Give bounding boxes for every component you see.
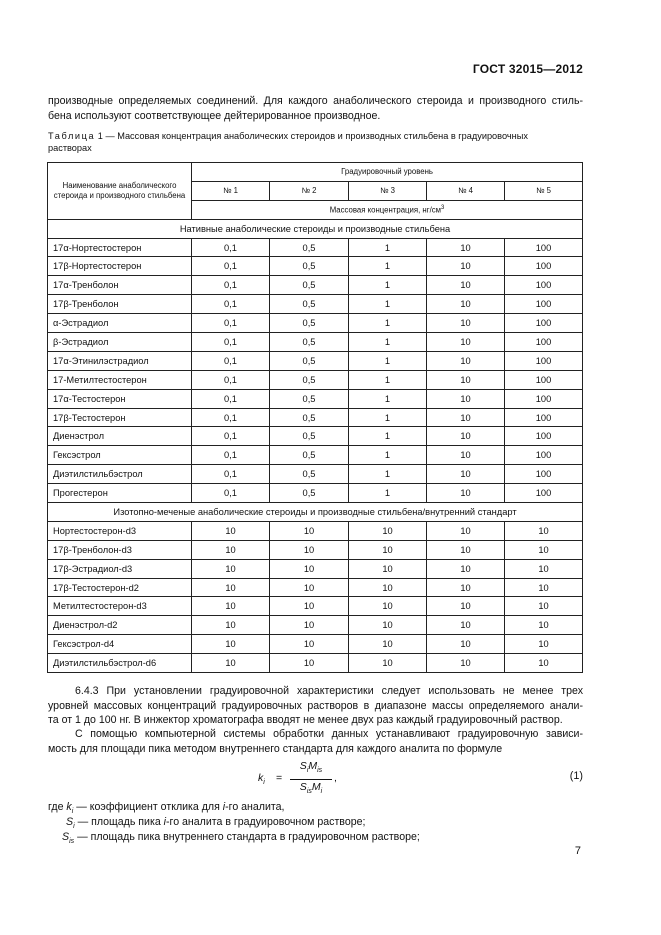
- concentration-value: 1: [349, 257, 427, 276]
- concentration-value: 1: [349, 314, 427, 333]
- section-row: [48, 503, 583, 522]
- concentration-value: 100: [505, 314, 583, 333]
- concentration-value: 10: [505, 616, 583, 635]
- compound-name: Диэтилстильбэстрол: [48, 465, 192, 484]
- concentration-value: 10: [427, 578, 505, 597]
- where-lead: где: [48, 801, 64, 813]
- level-label: № 1: [192, 181, 270, 200]
- level-label: № 3: [349, 181, 427, 200]
- concentration-value: 10: [270, 578, 349, 597]
- document-code: ГОСТ 32015—2012: [472, 62, 583, 76]
- concentration-value: 10: [270, 540, 349, 559]
- concentration-value: 0,5: [270, 276, 349, 295]
- section-title: Изотопно-меченые анаболические стероиды и производные стильбена/внутренний стандарт: [48, 503, 583, 522]
- compound-name: 17β-Тренболон-d3: [48, 540, 192, 559]
- concentration-value: 0,5: [270, 238, 349, 257]
- concentration-value: 0,1: [192, 389, 270, 408]
- compound-name: 17β-Нортестостерон: [48, 257, 192, 276]
- table-row: [48, 389, 583, 408]
- unit-text: Массовая концентрация, нг/см: [329, 205, 441, 215]
- concentration-value: 10: [427, 257, 505, 276]
- intro-line-2: бена используют соответствующее дейтерированное производное.: [48, 109, 381, 122]
- compound-name: 17α-Нортестостерон: [48, 238, 192, 257]
- where-k: k: [66, 801, 72, 813]
- where-k-sub: i: [71, 808, 74, 816]
- concentration-value: 100: [505, 333, 583, 352]
- concentration-value: 1: [349, 446, 427, 465]
- unit-superscript: 3: [441, 204, 445, 211]
- table-row: [48, 370, 583, 389]
- concentration-value: 0,1: [192, 484, 270, 503]
- concentration-value: 10: [270, 521, 349, 540]
- where-2b: -го аналита в градуировочном растворе;: [166, 816, 366, 828]
- den-a: S: [299, 781, 307, 793]
- table-row: [48, 540, 583, 559]
- concentration-value: 10: [505, 521, 583, 540]
- name-column-header: Наименование анаболического стероида и производного стильбена: [48, 163, 192, 220]
- concentration-value: 10: [427, 238, 505, 257]
- caption-word: Таблица: [48, 131, 96, 141]
- concentration-value: 10: [349, 559, 427, 578]
- concentration-value: 10: [427, 484, 505, 503]
- concentration-value: 1: [349, 408, 427, 427]
- concentration-value: 10: [349, 635, 427, 654]
- intro-line-1: производные определяемых соединений. Для каждого анаболического стероида и производного стиль-: [48, 95, 583, 107]
- table-caption: [48, 131, 588, 155]
- table-row: [48, 654, 583, 673]
- concentration-value: 10: [270, 635, 349, 654]
- table-body: [48, 163, 583, 673]
- table-row: [48, 446, 583, 465]
- paragraph-6-4-3: [48, 684, 583, 728]
- compound-name: Диенэстрол-d2: [48, 616, 192, 635]
- table-row: [48, 578, 583, 597]
- compound-name: α-Эстрадиол: [48, 314, 192, 333]
- concentration-value: 10: [192, 540, 270, 559]
- concentration-value: 10: [427, 276, 505, 295]
- concentration-value: 100: [505, 389, 583, 408]
- num-a: S: [299, 760, 307, 772]
- concentration-value: 100: [505, 427, 583, 446]
- concentration-value: 1: [349, 389, 427, 408]
- where-line-3: [62, 830, 420, 850]
- formula: [250, 760, 450, 800]
- table-row: [48, 521, 583, 540]
- calibration-table: [47, 162, 583, 673]
- concentration-value: 0,1: [192, 427, 270, 446]
- concentration-value: 0,1: [192, 238, 270, 257]
- table-row: [48, 257, 583, 276]
- formula-denominator: [290, 781, 332, 795]
- where-1b: -го аналита,: [225, 801, 285, 813]
- concentration-value: 10: [270, 616, 349, 635]
- concentration-value: 1: [349, 276, 427, 295]
- page-number: 7: [574, 845, 581, 857]
- concentration-value: 1: [349, 465, 427, 484]
- method-line-1: С помощью компьютерной системы обработки данных устанавливают градуировочную зависи-: [75, 728, 583, 740]
- concentration-value: 10: [270, 559, 349, 578]
- concentration-value: 10: [349, 616, 427, 635]
- concentration-value: 1: [349, 333, 427, 352]
- level-label: № 2: [270, 181, 349, 200]
- concentration-value: 0,1: [192, 314, 270, 333]
- equation-number: (1): [569, 770, 583, 782]
- concentration-value: 0,5: [270, 333, 349, 352]
- concentration-value: 10: [427, 408, 505, 427]
- concentration-value: 1: [349, 427, 427, 446]
- compound-name: Диенэстрол: [48, 427, 192, 446]
- compound-name: 17β-Тестостерон: [48, 408, 192, 427]
- concentration-value: 0,5: [270, 389, 349, 408]
- concentration-value: 0,1: [192, 257, 270, 276]
- concentration-value: 1: [349, 370, 427, 389]
- num-a-sub: i: [306, 767, 309, 775]
- formula-numerator: [290, 760, 332, 774]
- concentration-value: 100: [505, 257, 583, 276]
- concentration-value: 0,1: [192, 408, 270, 427]
- concentration-value: 100: [505, 465, 583, 484]
- compound-name: 17-Метилтестостерон: [48, 370, 192, 389]
- concentration-value: 0,1: [192, 276, 270, 295]
- table-row: [48, 427, 583, 446]
- table-row: [48, 635, 583, 654]
- where-1a: — коэффициент отклика для: [73, 801, 223, 813]
- concentration-value: 10: [349, 578, 427, 597]
- level-label: № 4: [427, 181, 505, 200]
- concentration-value: 1: [349, 238, 427, 257]
- concentration-value: 0,5: [270, 446, 349, 465]
- where-2a: — площадь пика: [74, 816, 164, 828]
- concentration-value: 0,5: [270, 465, 349, 484]
- compound-name: Гексэстрол-d4: [48, 635, 192, 654]
- concentration-value: 0,5: [270, 295, 349, 314]
- compound-name: Гексэстрол: [48, 446, 192, 465]
- concentration-value: 1: [349, 484, 427, 503]
- level-header: Градуировочный уровень: [192, 163, 583, 182]
- concentration-value: 0,1: [192, 446, 270, 465]
- concentration-value: 10: [192, 521, 270, 540]
- fraction-bar: [290, 779, 332, 780]
- table-row: [48, 314, 583, 333]
- section-row: [48, 219, 583, 238]
- compound-name: β-Эстрадиол: [48, 333, 192, 352]
- where-3a: — площадь пика внутреннего стандарта в градуировочном растворе;: [74, 831, 420, 843]
- caption-line-2: растворах: [48, 142, 92, 153]
- concentration-value: 10: [427, 597, 505, 616]
- where-1i: i: [222, 801, 226, 813]
- header-row: [48, 163, 583, 182]
- paragraph-method: [48, 727, 583, 756]
- concentration-value: 0,5: [270, 351, 349, 370]
- p643-line-1: 6.4.3 При установлении градуировочной характеристики следует использовать не менее трех: [75, 685, 583, 697]
- concentration-value: 10: [427, 314, 505, 333]
- concentration-value: 0,1: [192, 465, 270, 484]
- caption-text: 1 — Массовая концентрация анаболических стероидов и производных стильбена в градуировочных: [95, 131, 528, 141]
- table-row: [48, 276, 583, 295]
- concentration-value: 10: [192, 654, 270, 673]
- formula-lhs: [258, 772, 265, 786]
- concentration-value: 10: [192, 616, 270, 635]
- table-row: [48, 597, 583, 616]
- concentration-value: 0,1: [192, 333, 270, 352]
- concentration-value: 10: [427, 465, 505, 484]
- lhs-symbol: k: [258, 772, 264, 784]
- concentration-value: 0,5: [270, 408, 349, 427]
- concentration-value: 10: [270, 597, 349, 616]
- den-a-sub: is: [306, 788, 312, 796]
- p643-line-2: уровней массовых концентраций градуировочных растворов в диапазоне массы определяемого анали-: [48, 699, 583, 712]
- table-row: [48, 351, 583, 370]
- table-row: [48, 333, 583, 352]
- concentration-value: 100: [505, 484, 583, 503]
- concentration-value: 10: [427, 540, 505, 559]
- concentration-value: 10: [427, 295, 505, 314]
- concentration-value: 1: [349, 295, 427, 314]
- den-b: M: [311, 781, 321, 793]
- concentration-value: 0,1: [192, 370, 270, 389]
- concentration-value: 0,5: [270, 427, 349, 446]
- concentration-value: 10: [505, 654, 583, 673]
- compound-name: Метилтестостерон-d3: [48, 597, 192, 616]
- concentration-value: 100: [505, 238, 583, 257]
- compound-name: Диэтилстильбэстрол-d6: [48, 654, 192, 673]
- concentration-value: 10: [427, 521, 505, 540]
- concentration-value: 100: [505, 295, 583, 314]
- p643-line-3: та от 1 до 100 нг. В инжектор хроматографа вводят не менее двух раз каждый градуировочный раствор.: [48, 714, 563, 727]
- concentration-value: 10: [349, 540, 427, 559]
- concentration-value: 0,5: [270, 257, 349, 276]
- compound-name: Прогестерон: [48, 484, 192, 503]
- compound-name: 17α-Тренболон: [48, 276, 192, 295]
- unit-header: [192, 200, 583, 219]
- table-row: [48, 295, 583, 314]
- where-s-sub: i: [73, 823, 75, 831]
- where-sis-sub: is: [69, 838, 75, 846]
- where-sis: S: [62, 831, 70, 843]
- lhs-sub: i: [263, 779, 265, 787]
- formula-equals: =: [276, 772, 283, 784]
- concentration-value: 10: [505, 540, 583, 559]
- section-title: Нативные анаболические стероиды и производные стильбена: [48, 219, 583, 238]
- concentration-value: 0,1: [192, 351, 270, 370]
- compound-name: 17β-Тренболон: [48, 295, 192, 314]
- concentration-value: 100: [505, 276, 583, 295]
- concentration-value: 0,5: [270, 484, 349, 503]
- table-row: [48, 484, 583, 503]
- table-row: [48, 408, 583, 427]
- concentration-value: 10: [192, 635, 270, 654]
- concentration-value: 10: [427, 370, 505, 389]
- compound-name: 17α-Тестостерон: [48, 389, 192, 408]
- compound-name: 17β-Тестостерон-d2: [48, 578, 192, 597]
- concentration-value: 0,5: [270, 314, 349, 333]
- table-row: [48, 559, 583, 578]
- concentration-value: 10: [427, 654, 505, 673]
- where-s: S: [66, 816, 74, 828]
- concentration-value: 100: [505, 446, 583, 465]
- concentration-value: 10: [427, 616, 505, 635]
- compound-name: 17β-Эстрадиол-d3: [48, 559, 192, 578]
- level-label: № 5: [505, 181, 583, 200]
- concentration-value: 10: [192, 578, 270, 597]
- compound-name: 17α-Этинилэстрадиол: [48, 351, 192, 370]
- table-row: [48, 238, 583, 257]
- concentration-value: 10: [505, 578, 583, 597]
- concentration-value: 10: [270, 654, 349, 673]
- num-b: M: [308, 760, 318, 772]
- concentration-value: 100: [505, 351, 583, 370]
- concentration-value: 10: [427, 635, 505, 654]
- concentration-value: 10: [505, 559, 583, 578]
- concentration-value: 10: [505, 635, 583, 654]
- concentration-value: 10: [427, 333, 505, 352]
- concentration-value: 0,1: [192, 295, 270, 314]
- table-row: [48, 616, 583, 635]
- concentration-value: 1: [349, 351, 427, 370]
- concentration-value: 10: [427, 351, 505, 370]
- concentration-value: 10: [349, 521, 427, 540]
- concentration-value: 10: [427, 427, 505, 446]
- concentration-value: 10: [427, 559, 505, 578]
- formula-comma: ,: [334, 772, 337, 784]
- concentration-value: 10: [427, 446, 505, 465]
- concentration-value: 10: [349, 654, 427, 673]
- concentration-value: 10: [427, 389, 505, 408]
- intro-paragraph: [48, 94, 583, 123]
- where-2i: i: [163, 816, 167, 828]
- num-b-sub: is: [317, 767, 323, 775]
- concentration-value: 100: [505, 408, 583, 427]
- concentration-value: 10: [192, 559, 270, 578]
- concentration-value: 0,5: [270, 370, 349, 389]
- den-b-sub: i: [320, 788, 323, 796]
- table-row: [48, 465, 583, 484]
- concentration-value: 10: [349, 597, 427, 616]
- concentration-value: 10: [192, 597, 270, 616]
- method-line-2: мость для площади пика методом внутреннего стандарта для каждого аналита по формуле: [48, 742, 503, 755]
- concentration-value: 100: [505, 370, 583, 389]
- compound-name: Нортестостерон-d3: [48, 521, 192, 540]
- concentration-value: 10: [505, 597, 583, 616]
